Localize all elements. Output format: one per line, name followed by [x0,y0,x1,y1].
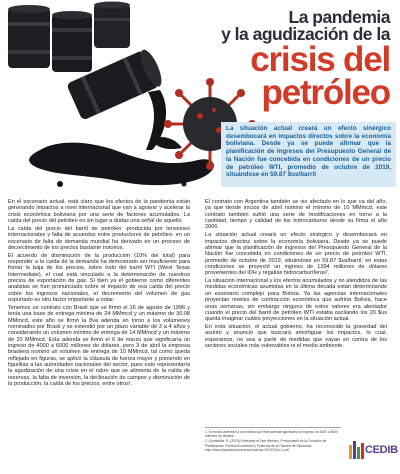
pull-quote-box [221,122,396,187]
oil-barrel-icon [8,5,50,68]
cedib-logo [348,437,396,463]
oil-barrel-icon [94,2,130,49]
footnote: 1. El minuto anteriora a los medios que éste adenda significaría un ingreso de 4000 a 6000 millones de dólares. [205,430,339,439]
pull-quote-text: La situación actual creará un efecto sinérgico desembocará en impactos directos sobre la economía boliviana. Desde ya se puede afirmar que la planificación de ingresos del Presupuesto General de la Nación fue concebida en condiciones de un precio de petróleo WTI, promedio de octubre de 2019, situándose en 59.87 $us/barril [226,125,391,179]
oil-barrel-icon [52,11,92,72]
title-highlight-2: petróleo [261,73,390,112]
paragraph: El acuerdo de disminución de la producción (10% del total) para responder a la caída de la demanda ha demostrado ser insuficiente para frenar la baja de los precios, sobre todo del barril WTI (West Texas Intermediate), el cual está vinculado a la determinación de nuestros precios de exportación de gas. Si bien ya el gobierno como diferentes analistas se han pronunciado sobre el impacto de esa caída del precio sobre los ingresos nacionales, el decremento del volumen de gas exportado es otro factor importante a notar. [8,252,190,304]
cedib-logo-text: CEDIB [365,444,398,456]
cedib-logo-mark-icon [348,439,364,461]
footnotes [205,427,341,453]
article-title [180,7,390,112]
paragraph: Tenemos un contrato con Brasil que se firmó el 16 de agosto de 1996 y tenía una base de entrega mínima de 24 MMmcd y un máximo de 30.08 MMmcd, este año se firmó la 8va adenda en torno a los volúmenes nominados por Brasil y se extendió por un plazo variable de 3 a 4 años y considerando un volumen mínimo de entrega de 14 MMmcd y un máximo de 20 MMmcd. Esta adenda se firmó el 6 de marzo que significaría un ingreso de 4000 a 6000 millones de dólares, pero 3 de abril la empresa brasilera nominó un volumen de entrega de 10 MMmcd, tal como queda reflejado en figuras, se aplicó la cláusula de fuerza mayor y poniendo en figurillas a las autoridades nacionales del sector, pues esto representaría la agudización de una crisis en el rubro que se alimenta de la caída de reservas, la falta de inversión, la declinación de campos y disminución de la producción, la caída de los precios, entre otros¹. [8,305,190,388]
paragraph: La situación actual creará un efecto sinérgico y desembocará en impactos directos sobre la economía boliviana. Desde ya se puede afirmar que la planificación de ingresos del Presupuesto General de la Nación fue concebida en condiciones de un precio de petróleo WTI, promedio de octubre de 2019, situándose en 59.87 $us/barril; en estas condiciones se proyectó un ingreso de 1394 millones de dólares provenientes del IDH y regalías hidrocarburíferas². [205,232,387,277]
title-line-1: La pandemia [288,7,390,27]
left-text-column [8,199,190,389]
paragraph: En el escenario actual, está claro que los efectos de la pandemia están generando impactos a nivel internacional que van a agravar y acelerar la crisis económica boliviana por una serie de factores acumulados. La caída del precio del petróleo es sin lugar a dudas una señal de aquello. [8,199,190,225]
title-highlight-1: crisis del [250,40,390,79]
right-text-column [205,199,387,351]
paragraph: El contrato con Argentina también se vio afectado en lo que va del año, ya que desde inicios de abril nominó el mínimo de 10 MMmcd, este contrato también sufrió una serie de modificaciones en torno a la cantidad, tiempo y calidad de los hidrocarburos desde su firma el año 2006. [205,199,387,231]
title-line-2: y la agudización de la [221,24,390,44]
paragraph: La situación internacional y los efectos acumulados y no atendidos de las medidas económicas asumidas en la última década están determinando un escenario complejo para Bolivia. Ya las agencias internacionales proyectan niveles de contracción económica que sufriría Bolivia, hace unas semanas, sin embargo ninguno de estos valores era alentador cuando el precio del barril de petróleo WTI estaba oscilando los 20 $us queda imaginar cuáles proyecciones en la situación actual. [205,278,387,323]
paragraph: En esta situación, el actual gobierno, ha reconocido la gravedad del asunto y anunció que buscará amortiguar los impactos, lo cual, esperamos, no sea a partir de medidas que vayan en contra de los sectores sociales más vulnerables ni el medio ambiente. [205,324,387,350]
footnote: 2. Quintanilla, R. (2019) Entrevista al Vice Ministro, Presupuesto de la Comisión de Planificación, Política Económica y Finanzas de la Cámara de Diputados. http://www.diputados.bo/prensa/noticias-2019/12/cd-1.pdf [205,439,327,452]
paragraph: La caída del precio del barril de petróleo -producida por tensiones internacionales y falta de acuerdos entre productores de petróleo- en un escenario de falta de demanda mundial ha derivado en un proceso de decrecimiento de los precios bastante notorios. [8,225,190,251]
